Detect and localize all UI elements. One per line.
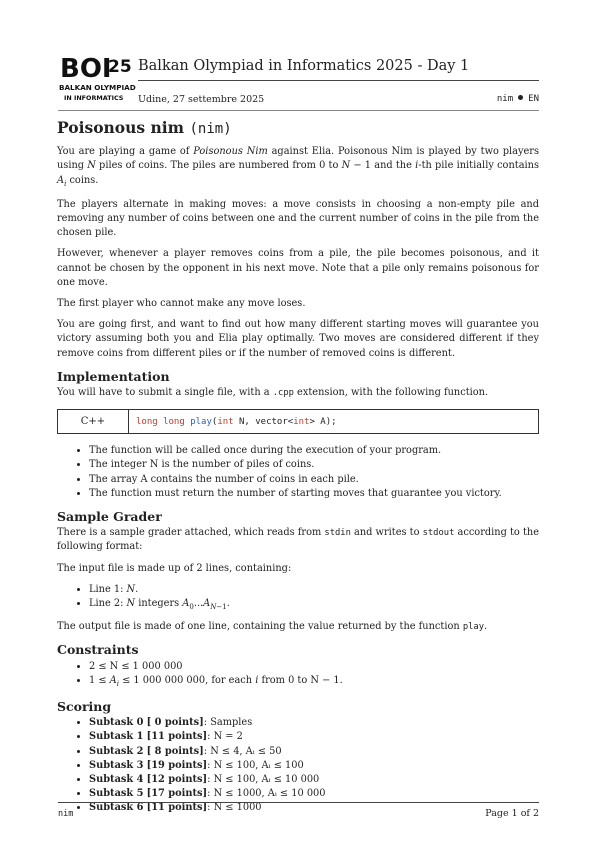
task-statement bbox=[57, 118, 540, 822]
list-item: • Line 2: N integers $A_0...A_{N-1}$. bbox=[89, 597, 539, 614]
implementation-text: You will have to submit a single file, with a .cpp extension, with the following function. bbox=[57, 387, 489, 398]
list-item: • The array A contains the number of coins in each pile. bbox=[89, 473, 539, 487]
input-format-intro: The input file is made up of 2 lines, containing: bbox=[57, 562, 292, 574]
list-item: • Subtask 6 [11 points]: N ≤ 1000 bbox=[89, 801, 539, 815]
scoring-list bbox=[57, 716, 539, 815]
function-signature: long long play(int N, vector<int> A); bbox=[136, 416, 337, 427]
boi-logo bbox=[58, 50, 136, 105]
footer-rule bbox=[58, 802, 539, 803]
list-item: • Line 1: N. bbox=[89, 583, 539, 597]
constraints-heading: Constraints bbox=[57, 642, 139, 658]
footer-task-code: nim bbox=[58, 809, 74, 819]
contest-date: Udine, 27 settembre 2025 bbox=[138, 94, 265, 105]
page-number: Page 1 of 2 bbox=[485, 808, 539, 819]
sample-grader-heading: Sample Grader bbox=[57, 509, 162, 525]
list-item: • Subtask 0 [ 0 points]: Samples bbox=[89, 716, 539, 730]
scoring-heading: Scoring bbox=[57, 698, 112, 714]
list-item: • Subtask 3 [19 points]: N ≤ 100, Aᵢ ≤ 100 bbox=[89, 759, 539, 773]
output-format-text: The output file is made of one line, containing the value returned by the function play. bbox=[57, 621, 488, 633]
function-signature-box bbox=[57, 409, 539, 434]
intro-paragraph-4: The first player who cannot make any move loses. bbox=[57, 297, 306, 309]
bullet-dot-icon bbox=[518, 95, 523, 100]
list-item: • Subtask 4 [12 points]: N ≤ 100, Aᵢ ≤ 10 000 bbox=[89, 773, 539, 787]
implementation-notes bbox=[57, 444, 539, 501]
input-format-list bbox=[57, 583, 539, 614]
list-item: • Subtask 2 [ 8 points]: N ≤ 4, Aᵢ ≤ 50 bbox=[89, 745, 539, 759]
header-rule bbox=[138, 80, 539, 81]
list-item: • The function must return the number of starting moves that guarantee you victory. bbox=[89, 487, 539, 501]
logo-line2: IN INFORMATICS bbox=[64, 94, 124, 102]
intro-paragraph-2: The players alternate in making moves: a move consists in choosing a non-empty pile and removing any number of coins between one and the current number of coins in the pile from the chosen pile. bbox=[57, 198, 539, 239]
task-short-name: (nim) bbox=[189, 121, 232, 137]
contest-title: Balkan Olympiad in Informatics 2025 - Day 1 bbox=[138, 58, 470, 74]
list-item: • Subtask 5 [17 points]: N ≤ 1000, Aᵢ ≤ 10 000 bbox=[89, 787, 539, 801]
implementation-heading: Implementation bbox=[57, 368, 170, 384]
intro-paragraph-3: However, whenever a player removes coins from a pile, the pile becomes poisonous, and it cannot be chosen by the opponent in his next move. Note that a pile only remains poisonous for one move. bbox=[57, 248, 539, 288]
task-title: Poisonous nim (nim) bbox=[57, 118, 232, 137]
grader-text: There is a sample grader attached, which reads from stdin and writes to stdout according to the following format: bbox=[57, 527, 539, 553]
task-code: nim bbox=[496, 94, 514, 104]
list-item: • 2 ≤ N ≤ 1 000 000 bbox=[89, 660, 539, 674]
list-item: • The function will be called once during the execution of your program. bbox=[89, 444, 539, 458]
intro-paragraph-5: You are going first, and want to find out how many different starting moves will guarantee you victory assuming both you and Elia play optimally. Two moves are considered different if they remove coins from different piles or if the number of removed coins is different. bbox=[57, 319, 539, 359]
code-language: C++ bbox=[58, 410, 129, 433]
constraints-list bbox=[57, 660, 539, 691]
logo-line1: BALKAN OLYMPIAD bbox=[59, 83, 136, 92]
header-rule-thin bbox=[58, 110, 539, 111]
logo-year: 25 bbox=[108, 57, 132, 77]
list-item: • Subtask 1 [11 points]: N = 2 bbox=[89, 730, 539, 744]
language-code: EN bbox=[528, 94, 539, 104]
task-language-tag bbox=[497, 94, 539, 104]
logo-main: BOI bbox=[60, 54, 112, 84]
list-item: • The integer N is the number of piles of coins. bbox=[89, 458, 539, 472]
intro-paragraph-1: You are playing a game of Poisonous Nim against Elia. Poisonous Nim is played by two players using N piles of coins. The piles are numbered from 0 to N − 1 and the i-th pile initially contains $A_i$ coins. bbox=[57, 146, 540, 188]
list-item: • $1 \le A_i \le 1$ 000 000 000, for each i from 0 to N − 1. bbox=[89, 674, 539, 691]
